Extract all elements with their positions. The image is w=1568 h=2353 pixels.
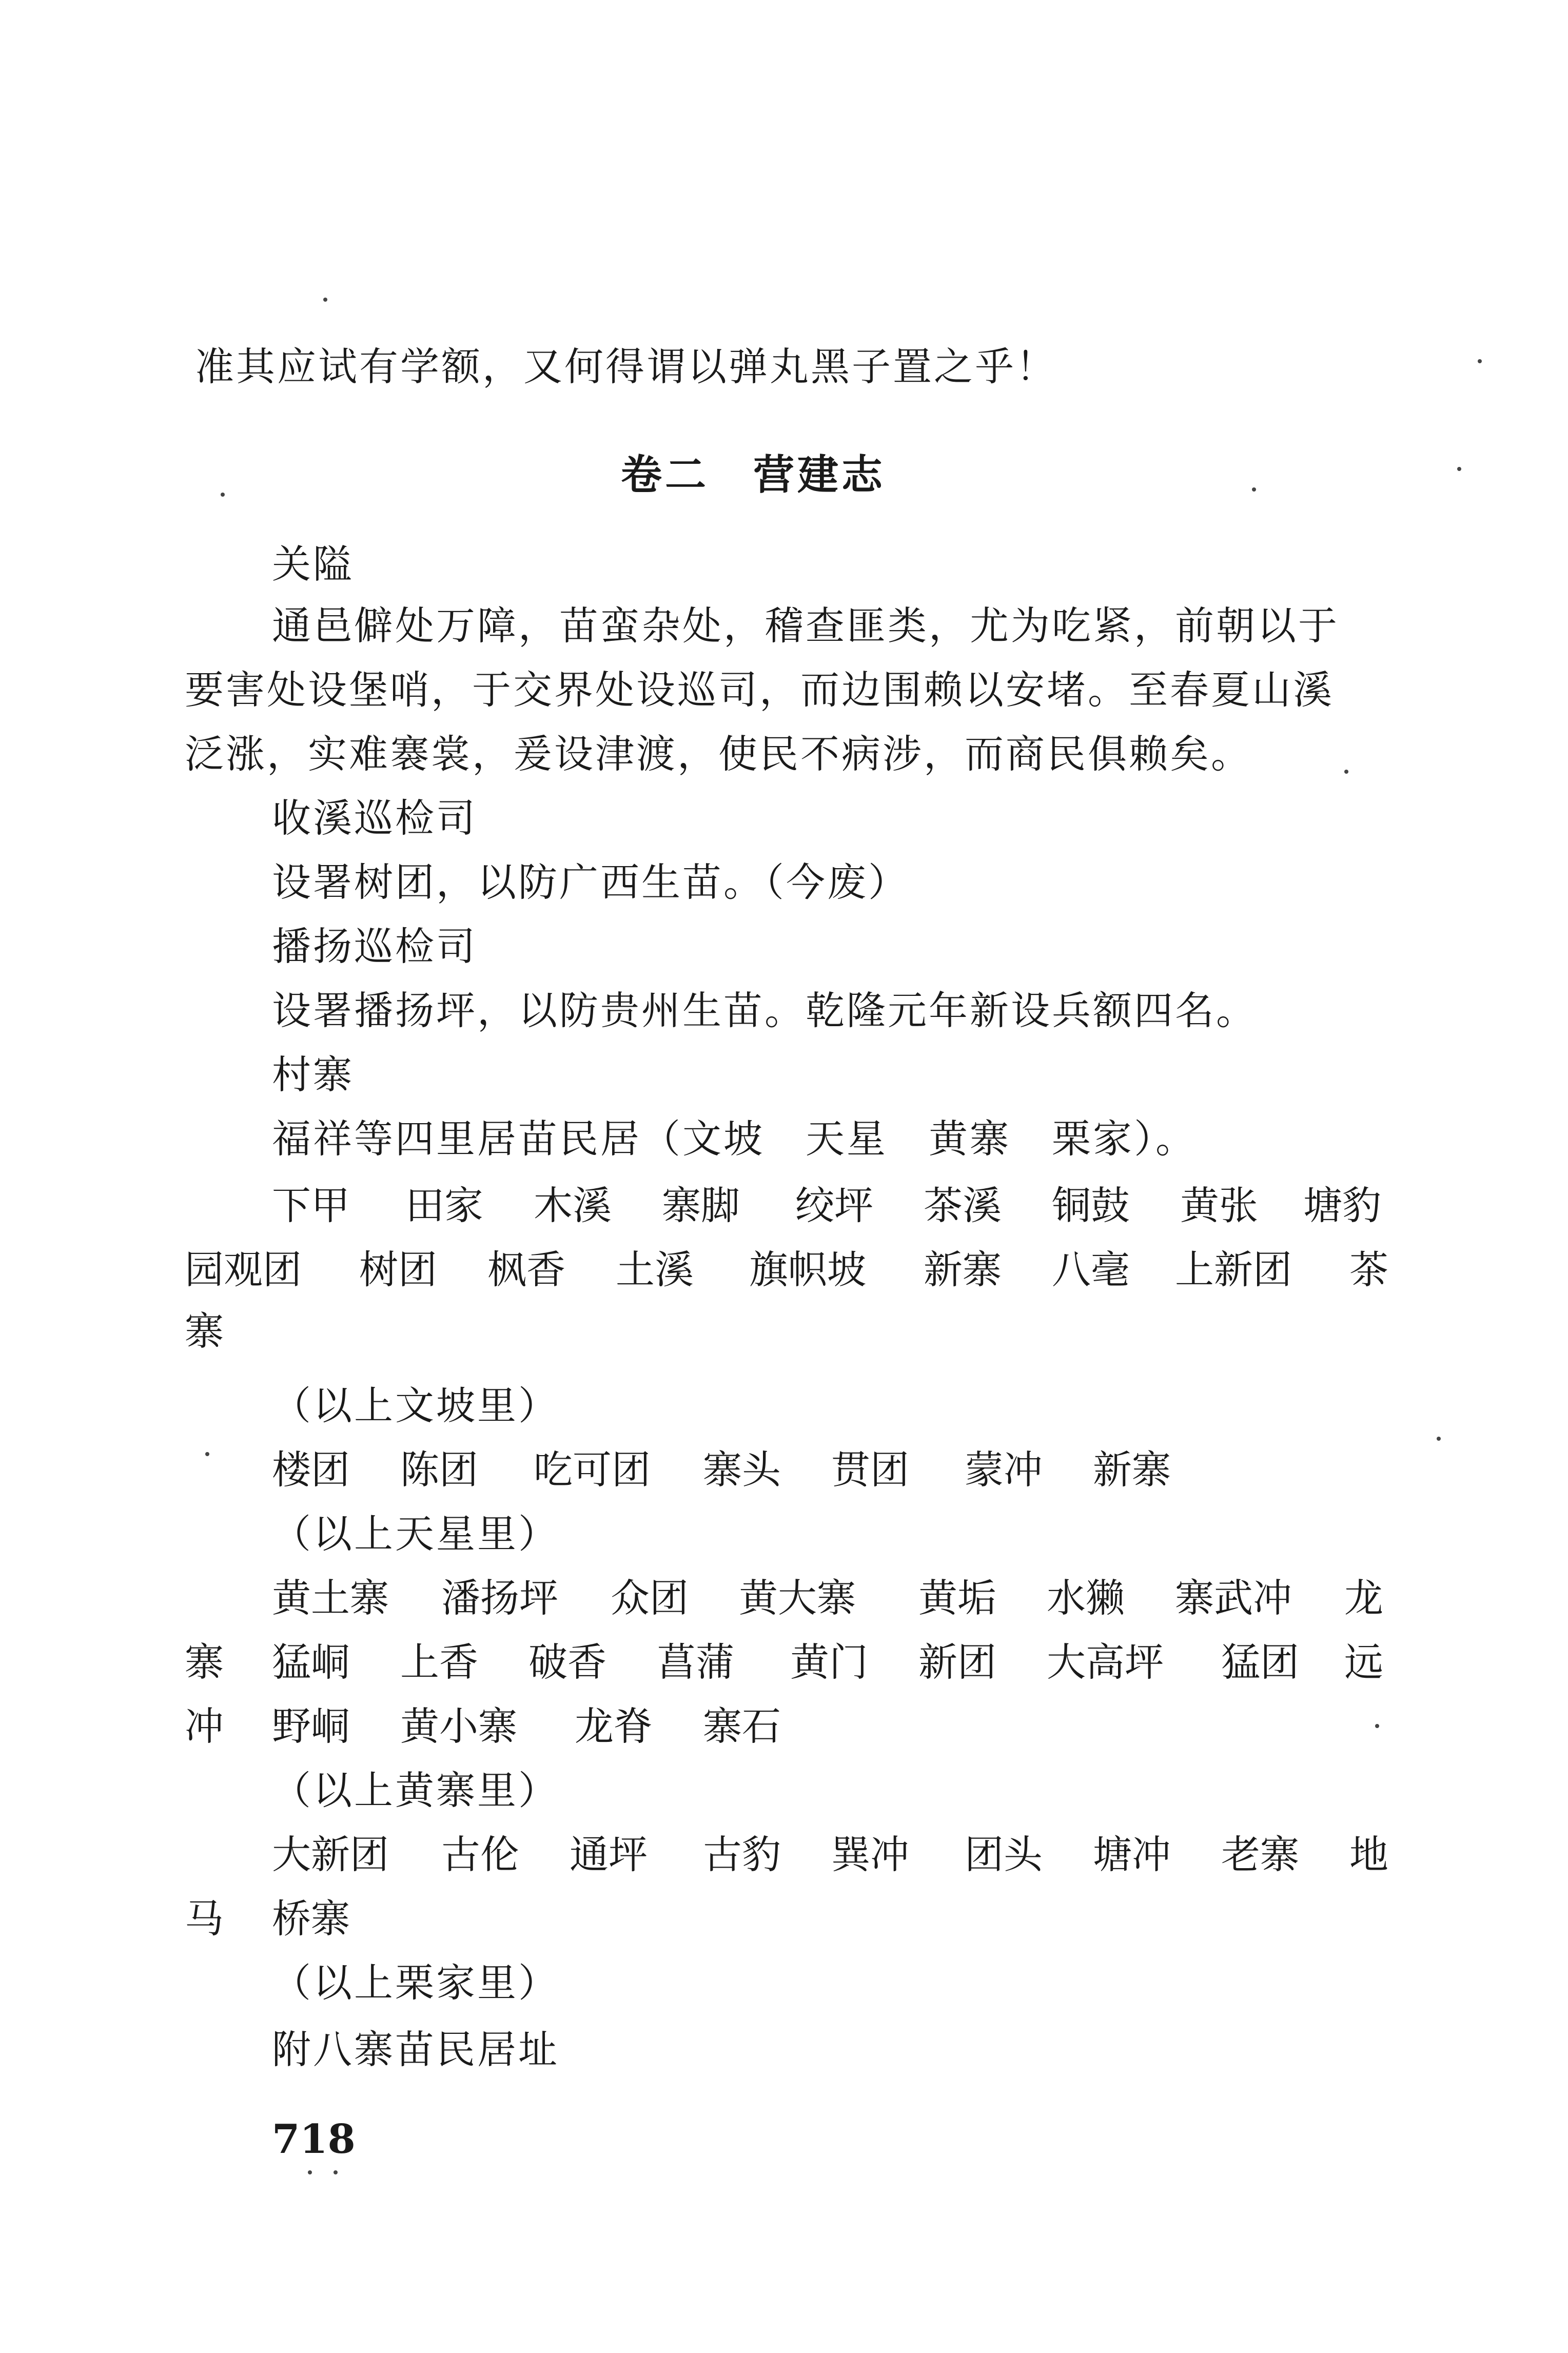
scan-speck	[334, 2170, 338, 2174]
village-name: 大高坪	[1047, 1639, 1164, 1685]
village-name: 寨	[185, 1639, 224, 1685]
village-name: 茶	[1349, 1247, 1388, 1292]
footer-line: 附八寨苗民居址	[272, 2027, 559, 2072]
village-name: 楼团	[272, 1447, 350, 1493]
village-name: 水獭	[1047, 1575, 1125, 1621]
guan-ai-line-1: 通邑僻处万障，苗蛮杂处，稽查匪类，尤为吃紧，前朝以于	[272, 603, 1339, 649]
village-name: 黄大寨	[739, 1575, 856, 1621]
tianxing-label: （以上天星里）	[272, 1511, 559, 1557]
village-name: 茶溪	[924, 1183, 1002, 1228]
village-name: 通坪	[570, 1832, 648, 1877]
village-name: 园观团	[185, 1247, 302, 1292]
village-name: 八毫	[1052, 1247, 1130, 1292]
village-name: 桥寨	[272, 1896, 350, 1942]
village-name: 上新团	[1175, 1247, 1292, 1292]
wenpo-label: （以上文坡里）	[272, 1383, 559, 1428]
village-name: 寨头	[703, 1447, 781, 1493]
village-name: 猛团	[1221, 1639, 1299, 1685]
village-name: 老寨	[1221, 1832, 1299, 1877]
page-number: 718	[272, 2116, 356, 2163]
village-name: 巽冲	[831, 1832, 909, 1877]
village-name: 古豹	[703, 1832, 781, 1877]
village-name: 众团	[611, 1575, 689, 1621]
village-name: 田家	[405, 1183, 483, 1228]
village-name: 蒙冲	[965, 1447, 1043, 1493]
scan-speck	[323, 298, 327, 302]
scan-speck	[205, 1452, 209, 1456]
cunzhai-line: 福祥等四里居苗民居（文坡 天星 黄寨 栗家）。	[272, 1116, 1197, 1162]
village-name: 新寨	[924, 1247, 1002, 1292]
village-name: 黄小寨	[400, 1703, 517, 1749]
village-name: 地	[1349, 1832, 1388, 1877]
village-name: 塘豹	[1303, 1183, 1381, 1228]
village-name: 古伦	[441, 1832, 519, 1877]
village-name: 土溪	[616, 1247, 694, 1292]
village-name: 陈团	[400, 1447, 478, 1493]
village-name: 龙	[1344, 1575, 1383, 1621]
village-name: 潘扬坪	[441, 1575, 558, 1621]
village-name: 新团	[918, 1639, 996, 1685]
village-name: 破香	[528, 1639, 606, 1685]
scan-speck	[1344, 770, 1348, 774]
lijia-label: （以上栗家里）	[272, 1960, 559, 2006]
huangzhai-label: （以上黄寨里）	[272, 1768, 559, 1813]
scan-speck	[1375, 1724, 1379, 1728]
village-name: 铜鼓	[1052, 1183, 1130, 1228]
scan-speck	[221, 493, 225, 497]
shouxi-line: 设署树团，以防广西生苗。（今废）	[272, 859, 909, 905]
village-name: 马	[185, 1896, 224, 1942]
village-name: 下甲	[272, 1183, 350, 1228]
village-name: 贯团	[831, 1447, 909, 1493]
village-name: 木溪	[534, 1183, 612, 1228]
village-name: 新寨	[1093, 1447, 1171, 1493]
scan-speck	[1252, 487, 1256, 492]
village-name: 黄土寨	[272, 1575, 389, 1621]
section-heading-shouxi: 收溪巡检司	[272, 795, 477, 841]
chapter-title: 卷二 营建志	[621, 450, 886, 499]
section-heading-boyang: 播扬巡检司	[272, 924, 477, 969]
village-name: 猛峒	[272, 1639, 350, 1685]
boyang-line: 设署播扬坪，以防贵州生苗。乾隆元年新设兵额四名。	[272, 988, 1257, 1033]
village-name: 黄张	[1180, 1183, 1258, 1228]
intro-line: 准其应试有学额，又何得谓以弹丸黑子置之乎！	[195, 344, 1057, 389]
village-name: 冲	[185, 1703, 224, 1749]
village-name: 吃可团	[534, 1447, 651, 1493]
scan-speck	[1437, 1437, 1441, 1441]
village-name: 上香	[400, 1639, 478, 1685]
village-name: 菖蒲	[657, 1639, 735, 1685]
village-name: 绞坪	[795, 1183, 873, 1228]
scan-speck	[1478, 359, 1482, 363]
village-name: 寨武冲	[1175, 1575, 1292, 1621]
section-heading-guan-ai: 关隘	[272, 541, 354, 587]
village-name: 旗帜坡	[749, 1247, 866, 1292]
scan-speck	[308, 2170, 312, 2174]
village-name: 黄门	[790, 1639, 868, 1685]
guan-ai-line-3: 泛涨，实难褰裳，爰设津渡，使民不病涉，而商民俱赖矣。	[185, 731, 1252, 777]
village-name: 枫香	[487, 1247, 565, 1292]
village-name: 寨脚	[662, 1183, 740, 1228]
village-name: 龙脊	[575, 1703, 653, 1749]
section-heading-cunzhai: 村寨	[272, 1052, 354, 1097]
village-name: 团头	[965, 1832, 1043, 1877]
village-name: 野峒	[272, 1703, 350, 1749]
village-name: 黄垢	[918, 1575, 996, 1621]
village-name: 寨石	[703, 1703, 781, 1749]
village-name: 塘冲	[1093, 1832, 1171, 1877]
village-name: 寨	[185, 1308, 224, 1354]
village-name: 大新团	[272, 1832, 389, 1877]
scan-speck	[1457, 467, 1461, 471]
guan-ai-line-2: 要害处设堡哨，于交界处设巡司，而边围赖以安堵。至春夏山溪	[185, 667, 1334, 713]
village-name: 树团	[359, 1247, 437, 1292]
village-name: 远	[1344, 1639, 1383, 1685]
